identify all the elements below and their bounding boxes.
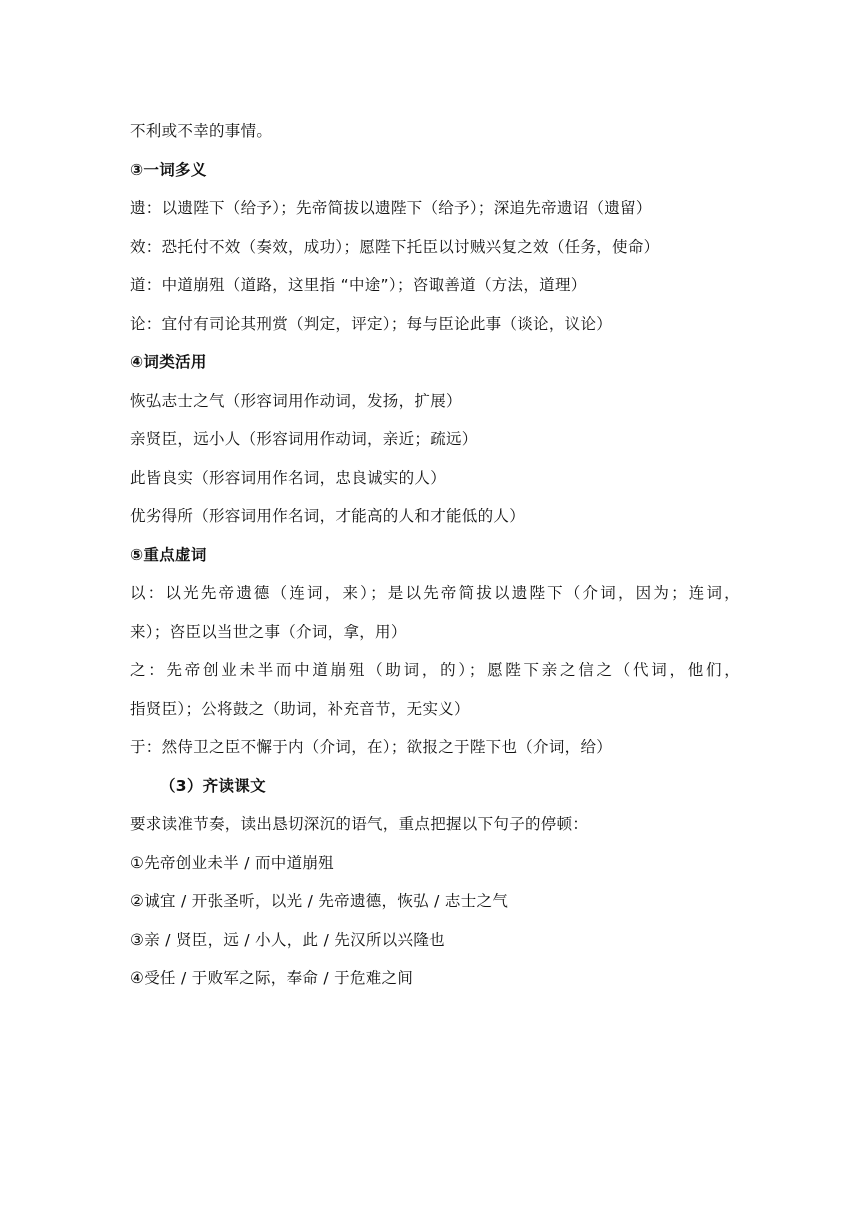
document-body [130,112,740,998]
paragraph-line: 之：先帝创业未半而中道崩殂（助词，的）；愿陛下亲之信之（代词，他们， [130,661,740,679]
pause-example-line: ④受任 / 于败军之际，奉命 / 于危难之间 [130,969,414,987]
pause-example-line: ③亲 / 贤臣，远 / 小人，此 / 先汉所以兴隆也 [130,930,445,949]
section-heading-read-aloud: （3）齐读课文 [160,776,266,795]
paragraph-line: 指贤臣）；公将鼓之（助词，补充音节，无实义） [130,699,470,718]
paragraph-line: 要求读准节奏，读出恳切深沉的语气，重点把握以下句子的停顿： [130,815,589,833]
paragraph-line: 于：然侍卫之臣不懈于内（介词，在）；欲报之于陛下也（介词，给） [130,738,613,756]
paragraph-line: 此皆良实（形容词用作名词，忠良诚实的人） [130,468,447,487]
paragraph-line: 论：宜付有司论其刑赏（判定，评定）；每与臣论此事（谈论，议论） [130,314,613,333]
paragraph-line: 优劣得所（形容词用作名词，才能高的人和才能低的人） [130,507,526,525]
paragraph-line: 道：中道崩殂（道路，这里指 “中途”）；咨诹善道（方法，道理） [130,276,587,294]
section-heading-polysemy: ③一词多义 [130,160,207,179]
paragraph-line: 恢弘志士之气（形容词用作动词，发扬，扩展） [130,391,462,410]
paragraph-line: 效：恐托付不效（奏效，成功）；愿陛下托臣以讨贼兴复之效（任务，使命） [130,237,660,256]
pause-example-line: ②诚宜 / 开张圣听，以光 / 先帝遗德，恢弘 / 志士之气 [130,892,509,910]
paragraph-line: 以：以光先帝遗德（连词，来）；是以先帝简拔以遗陛下（介词，因为；连词， [130,584,740,602]
pause-example-line: ①先帝创业未半 / 而中道崩殂 [130,853,334,872]
paragraph-line: 亲贤臣，远小人（形容词用作动词，亲近；疏远） [130,430,478,448]
section-heading-function-words: ⑤重点虚词 [130,545,207,564]
paragraph-line: 不利或不幸的事情。 [130,122,273,140]
paragraph-line: 来）；咨臣以当世之事（介词，拿，用） [130,622,407,641]
paragraph-line: 遗：以遗陛下（给予）；先帝简拔以遗陛下（给予）；深追先帝遗诏（遗留） [130,199,652,217]
section-heading-word-class: ④词类活用 [130,353,207,371]
